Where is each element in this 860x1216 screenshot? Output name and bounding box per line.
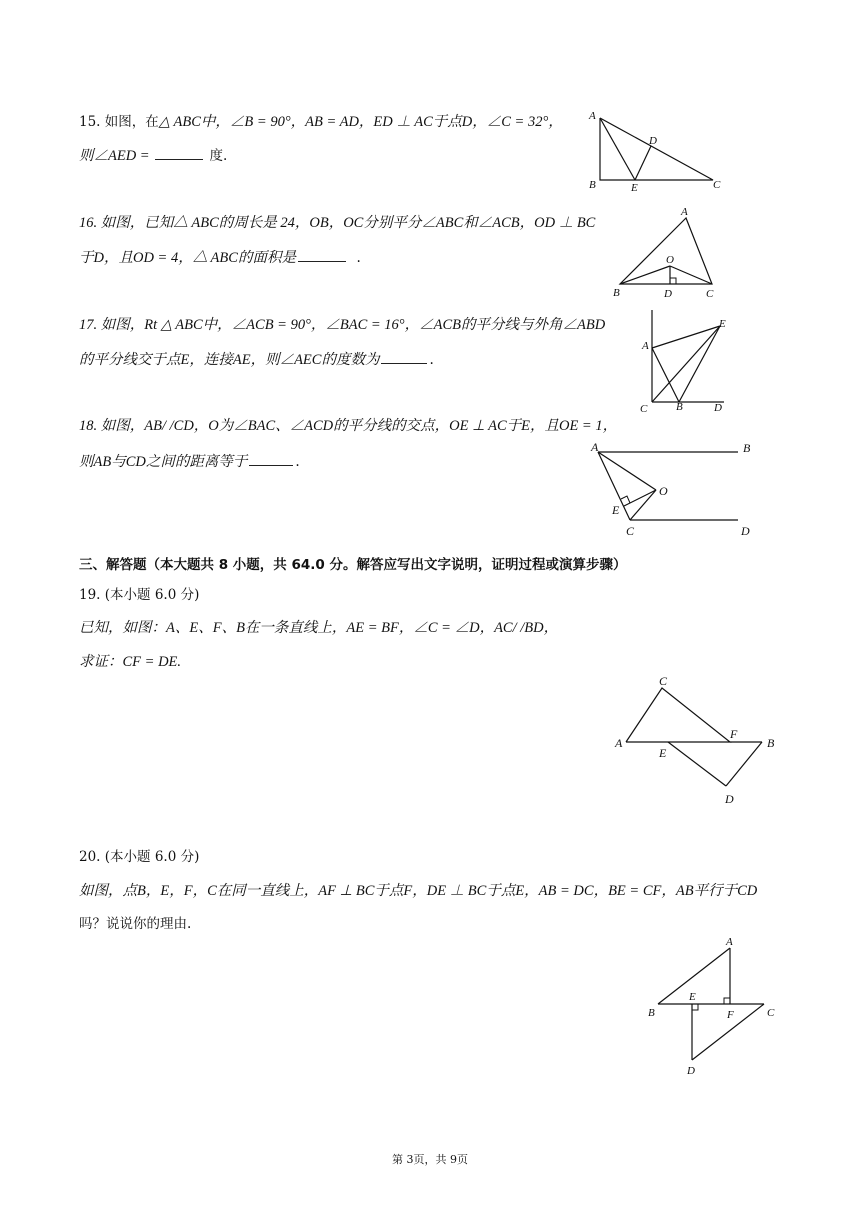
section-heading: 三、解答题（本大题共 8 小题，共 64.0 分。解答应写出文字说明，证明过程或演算步骤）: [79, 557, 627, 573]
q18-figure: [586, 438, 758, 542]
fig-label-A: A: [615, 736, 623, 750]
fig-label-F: F: [727, 1009, 734, 1021]
q15-text2: 则∠AED =: [79, 148, 154, 164]
page-footer: 第 3页，共 9页: [392, 1153, 468, 1166]
q16-line2: [79, 248, 361, 267]
q19-header: 19. (本小题 6.0 分): [79, 587, 200, 603]
fig-label-F: F: [730, 727, 738, 741]
fig-label-B: B: [613, 287, 620, 299]
q20-line2: [79, 915, 191, 933]
fig-label-C: C: [626, 524, 635, 538]
q20-line1: [79, 882, 757, 900]
fig-label-O: O: [666, 254, 674, 266]
q18-line2: [79, 452, 300, 471]
fig-label-C: C: [767, 1007, 775, 1019]
q20-text2: 吗？说说你的理由.: [79, 916, 192, 932]
q17-period: .: [429, 352, 434, 368]
q20-header: 20. (本小题 6.0 分): [79, 849, 200, 865]
q18-line1: [79, 417, 617, 435]
fig-label-D: D: [725, 792, 734, 806]
fig-label-E: E: [719, 318, 726, 330]
fig-label-C: C: [659, 674, 668, 688]
answer-blank[interactable]: [155, 146, 203, 160]
q16-line1: [79, 214, 595, 232]
fig-label-E: E: [612, 503, 620, 517]
q19-figure: [612, 672, 792, 812]
q19-text2: 求证：CF = DE.: [79, 654, 182, 670]
fig-label-C: C: [713, 179, 721, 191]
answer-blank[interactable]: [249, 452, 293, 466]
fig-label-B: B: [743, 441, 751, 455]
q17-line2: [79, 350, 434, 369]
fig-label-D: D: [741, 524, 750, 538]
q19-text: 已知，如图：A、E、F、B在一条直线上，AE = BF，∠C = ∠D，AC/ /BD，: [79, 620, 559, 636]
fig-label-E: E: [659, 746, 667, 760]
fig-label-B: B: [676, 401, 683, 413]
q15-text: △ ABC中，∠B = 90°，AB = AD，ED ⊥ AC于点D，∠C = 32°，: [158, 114, 563, 130]
q15-line2: [79, 146, 227, 165]
q15-line1: [79, 113, 563, 131]
q17-line1: [79, 316, 605, 334]
fig-label-A: A: [726, 936, 733, 948]
q16-figure: [608, 204, 728, 304]
fig-label-D: D: [714, 402, 722, 414]
fig-label-E: E: [631, 182, 638, 194]
q18-text2: 则AB与CD之间的距离等于: [79, 454, 248, 470]
fig-label-C: C: [706, 288, 714, 300]
q20-figure: [640, 932, 780, 1082]
q16-text: 16. 如图，已知△ ABC的周长是 24，OB，OC分别平分∠ABC和∠ACB，OD ⊥ BC: [79, 215, 596, 231]
fig-label-B: B: [767, 736, 775, 750]
q17-text: 17. 如图，Rt △ ABC中，∠ACB = 90°，∠BAC = 16°，∠ACB的平分线与外角∠ABD: [79, 317, 606, 333]
answer-blank[interactable]: [298, 248, 346, 262]
q15-number: 15. 如图，在: [79, 114, 159, 130]
fig-label-O: O: [659, 484, 668, 498]
fig-label-C: C: [640, 403, 648, 415]
fig-label-A: A: [591, 440, 599, 454]
q18-text: 18. 如图，AB/ /CD，O为∠BAC、∠ACD的平分线的交点，OE ⊥ AC于E，且OE = 1，: [79, 418, 618, 434]
fig-label-B: B: [648, 1007, 655, 1019]
q18-period: .: [295, 454, 300, 470]
fig-label-A: A: [642, 340, 649, 352]
q17-text2: 的平分线交于点E，连接AE，则∠AEC的度数为: [79, 352, 380, 368]
q16-text2: 于D，且OD = 4，△ ABC的面积是: [79, 250, 296, 266]
fig-label-A: A: [589, 110, 596, 122]
q16-period: .: [356, 250, 361, 266]
fig-label-D: D: [664, 288, 672, 300]
fig-label-D: D: [649, 135, 657, 147]
q15-unit: 度.: [209, 148, 228, 164]
q17-figure: [636, 306, 736, 418]
fig-label-E: E: [689, 991, 696, 1003]
fig-label-B: B: [589, 179, 596, 191]
q19-line2: [79, 653, 181, 671]
q15-figure: [585, 108, 725, 194]
fig-label-A: A: [681, 206, 688, 218]
answer-blank[interactable]: [381, 350, 427, 364]
fig-label-D: D: [687, 1065, 695, 1077]
q19-line1: [79, 619, 558, 637]
q20-text: 如图，点B，E，F，C在同一直线上，AF ⊥ BC于点F，DE ⊥ BC于点E，AB = DC，BE = CF，AB平行于CD: [79, 883, 758, 899]
